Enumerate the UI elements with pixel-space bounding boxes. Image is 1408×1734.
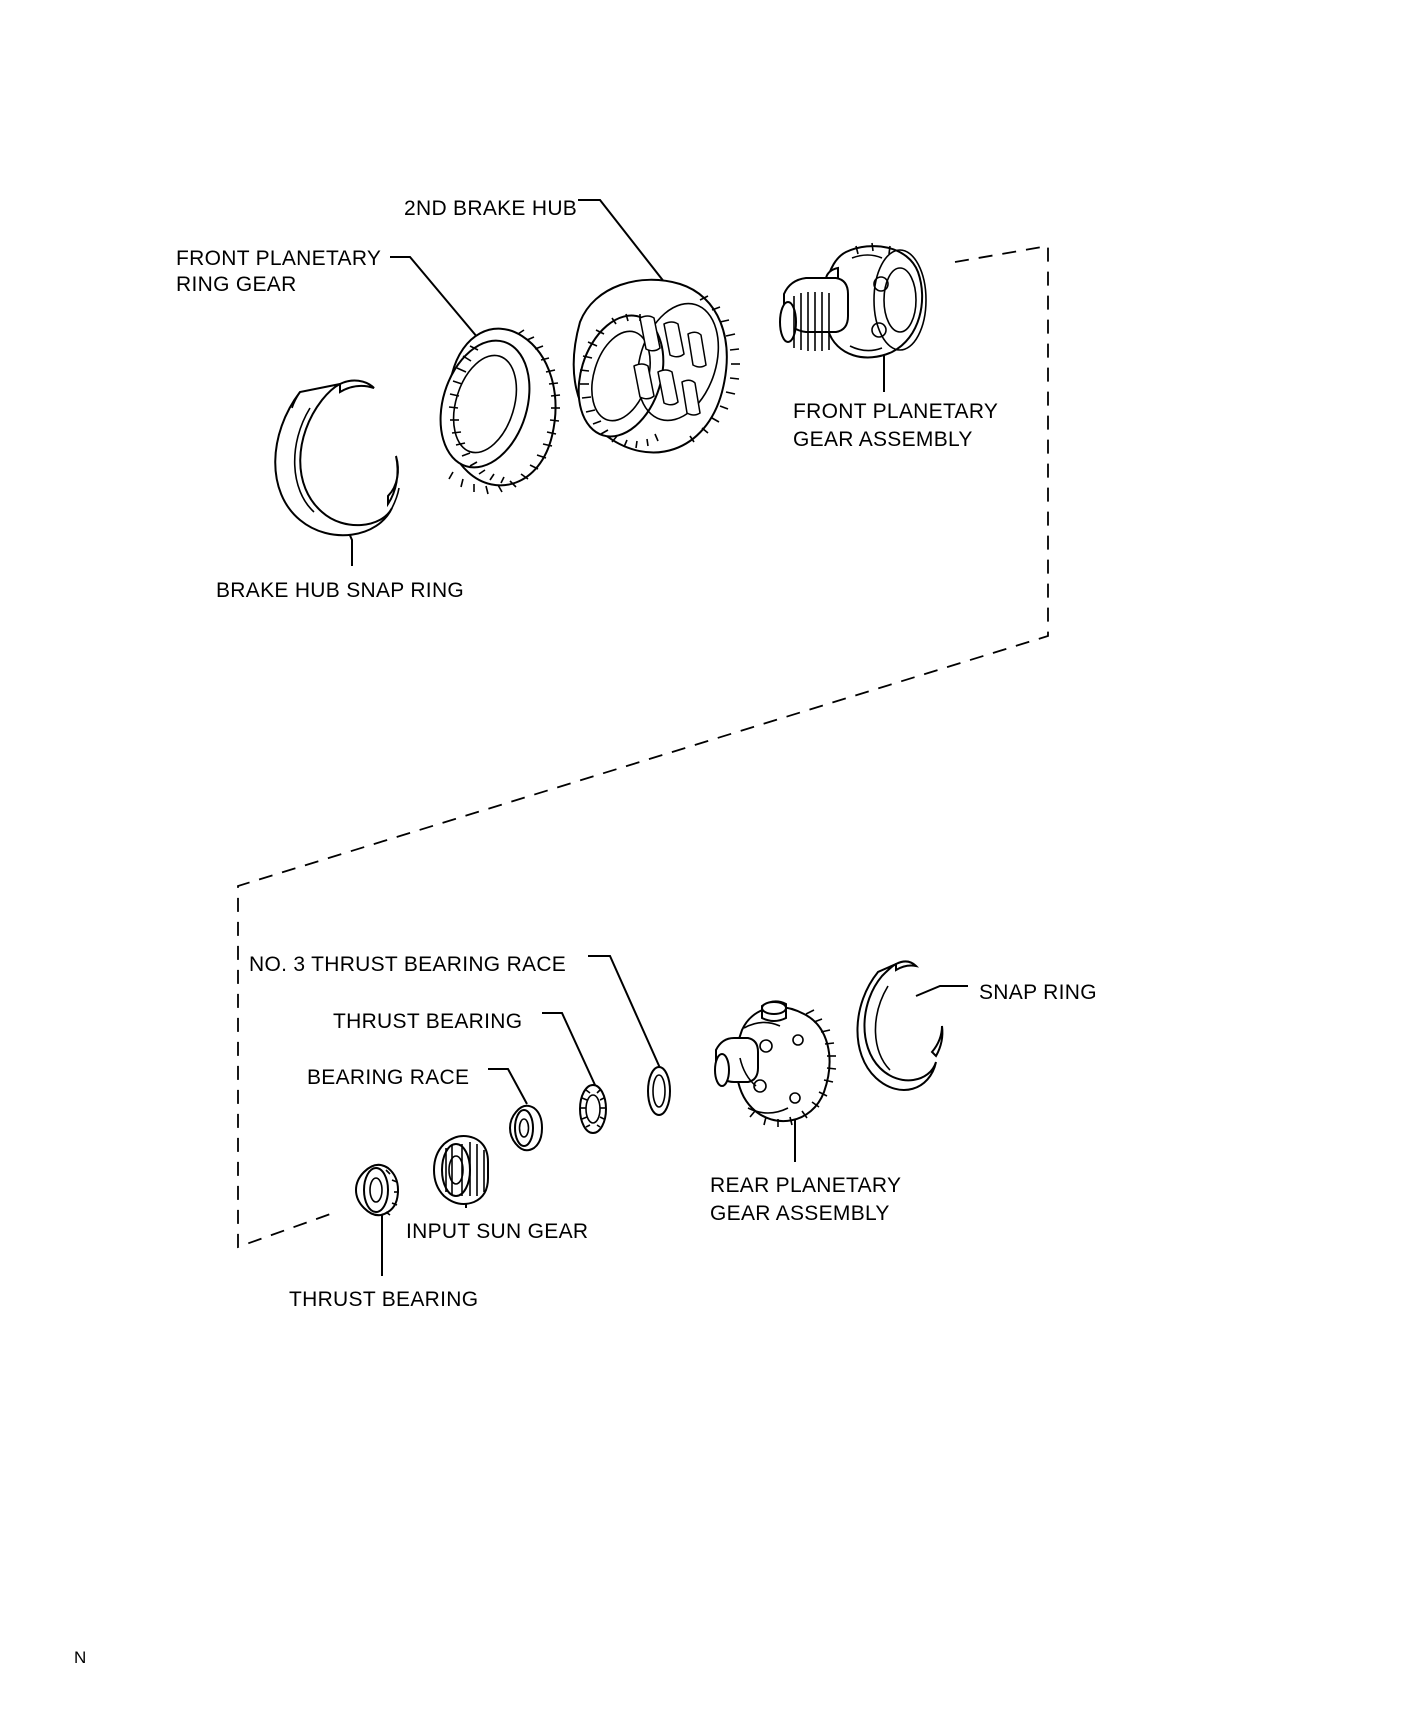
- label-rear-planetary-gear-assembly-line2: GEAR ASSEMBLY: [710, 1202, 890, 1225]
- part-thrust-bearing-top: [580, 1085, 606, 1133]
- part-2nd-brake-hub: [565, 280, 740, 453]
- leader-snap-ring: [916, 986, 968, 996]
- label-2nd-brake-hub: 2ND BRAKE HUB: [404, 197, 578, 220]
- part-no3-thrust-bearing-race: [648, 1067, 670, 1115]
- label-bearing-race: BEARING RACE: [307, 1066, 470, 1089]
- label-thrust-bearing-bottom: THRUST BEARING: [289, 1288, 479, 1311]
- part-snap-ring: [857, 961, 942, 1090]
- label-thrust-bearing-top: THRUST BEARING: [333, 1010, 523, 1033]
- label-front-planetary-gear-assembly-line2: GEAR ASSEMBLY: [793, 428, 973, 451]
- part-input-sun-gear: [434, 1136, 488, 1204]
- part-brake-hub-snap-ring: [275, 381, 399, 536]
- leader-thrust-bearing-top: [542, 1013, 595, 1085]
- label-front-planetary-ring-gear-line2: RING GEAR: [176, 273, 297, 296]
- label-front-planetary-ring-gear-line1: FRONT PLANETARY: [176, 247, 382, 270]
- part-rear-planetary-gear-assembly: [715, 1001, 836, 1127]
- label-input-sun-gear: INPUT SUN GEAR: [406, 1220, 589, 1243]
- label-brake-hub-snap-ring: BRAKE HUB SNAP RING: [216, 579, 465, 602]
- page-mark: N: [74, 1648, 87, 1667]
- leader-front-planetary-ring-gear: [390, 257, 483, 344]
- part-front-planetary-ring-gear: [426, 329, 560, 494]
- label-no3-thrust-bearing-race: NO. 3 THRUST BEARING RACE: [249, 953, 567, 976]
- label-front-planetary-gear-assembly-line1: FRONT PLANETARY: [793, 400, 999, 423]
- leader-no3-thrust-bearing-race: [588, 956, 660, 1068]
- part-thrust-bearing-bottom: [356, 1165, 399, 1215]
- leader-2nd-brake-hub: [578, 200, 672, 292]
- part-front-planetary-gear-assembly: [780, 243, 926, 357]
- leader-bearing-race: [488, 1069, 527, 1104]
- label-rear-planetary-gear-assembly-line1: REAR PLANETARY: [710, 1174, 902, 1197]
- label-snap-ring: SNAP RING: [979, 981, 1097, 1004]
- part-bearing-race: [510, 1106, 542, 1151]
